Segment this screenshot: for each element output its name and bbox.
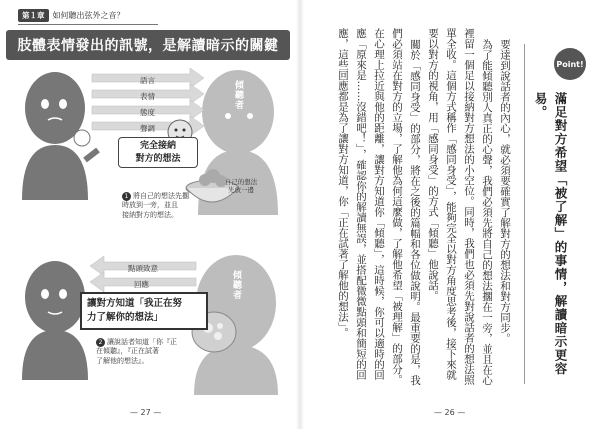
- callout-accept: 完全接納 對方的想法: [118, 137, 198, 168]
- small-note-set-aside: 自己的想法 先放一邊: [224, 178, 258, 195]
- banner-let-know: 讓對方知道「我正在努 力了解你的想法」: [80, 292, 208, 330]
- page-number-left: — 27 —: [130, 408, 162, 417]
- point-divider: [524, 44, 525, 384]
- point-badge: Point!: [554, 48, 586, 80]
- paragraph-1: 要達到說話者的內心，就必須要確實了解對方的想法和對方同步。: [499, 38, 511, 343]
- point-text: 滿足對方希望「被了解」的事情，解讀暗示更容易。: [533, 92, 568, 376]
- gutter: [296, 0, 304, 429]
- body-text: [314, 28, 514, 388]
- note-2: 2 讓說話者知道「你『正 在傾聽』，『正在試著 了解他的想法』。: [96, 338, 177, 365]
- note-1-text: 將自己的想法先擱 時放到一旁，並且 接納對方的想法。: [122, 192, 189, 219]
- arrow-label-language: 語言: [140, 76, 155, 85]
- paragraph-2: 為了能傾聽別人真正的心聲，我們必須先將自己的想法擱在一旁，並且在心裡留一個足以接納對方想法的小空位。同時，我們也必須先對說話者的想法照單全收。這個方式稱作「感同身受」，能夠完全以對方角度思考後，接下來就要以對方的視角，用「感同身受」的方式「傾聽」他說話。: [427, 28, 493, 385]
- note-1: 1 將自己的想法先擱 時放到一旁，並且 接納對方的想法。: [122, 192, 189, 219]
- chapter-tag: 第１章: [18, 9, 49, 22]
- arrow-label-nod: 點頭致意: [128, 264, 158, 273]
- speaker-figure-bottom: [22, 261, 88, 380]
- figure-title: 肢體表情發出的訊號，是解讀暗示的關鍵: [6, 30, 290, 60]
- arrow-label-respond: 回應: [134, 280, 149, 289]
- arrow-label-tone: 聲調: [140, 124, 155, 133]
- listener-label-bottom: 傾聽者: [231, 270, 241, 300]
- note-2-text: 讓說話者知道「你『正 在傾聽』，『正在試著 了解他的想法』。: [96, 338, 177, 365]
- paragraph-3: 關於「感同身受」的部分，將在之後的篇幅和各位做說明。最重要的是，我們必須站在對方的立場，了解他為何這麼做，了解他希望「被理解」的部分。在心理上拉近與他的距離，讓對方知道你「傾聽」，這時候，你可以適時的回應「原來是……沒錯吧！」，確認你的解讀無誤，並搭配微微點頭和簡短的回應，這些回應都是為了讓對方知道，你「正在試著了解他的想法」。: [337, 28, 421, 385]
- right-page: [300, 0, 600, 429]
- page-number-right: — 26 —: [434, 408, 466, 417]
- running-head-title: 如何聽出弦外之音？: [52, 10, 125, 20]
- arrow-label-attitude: 態度: [140, 108, 155, 117]
- listener-label-top: 傾聽者: [233, 80, 243, 110]
- arrow-label-expression: 表情: [140, 92, 155, 101]
